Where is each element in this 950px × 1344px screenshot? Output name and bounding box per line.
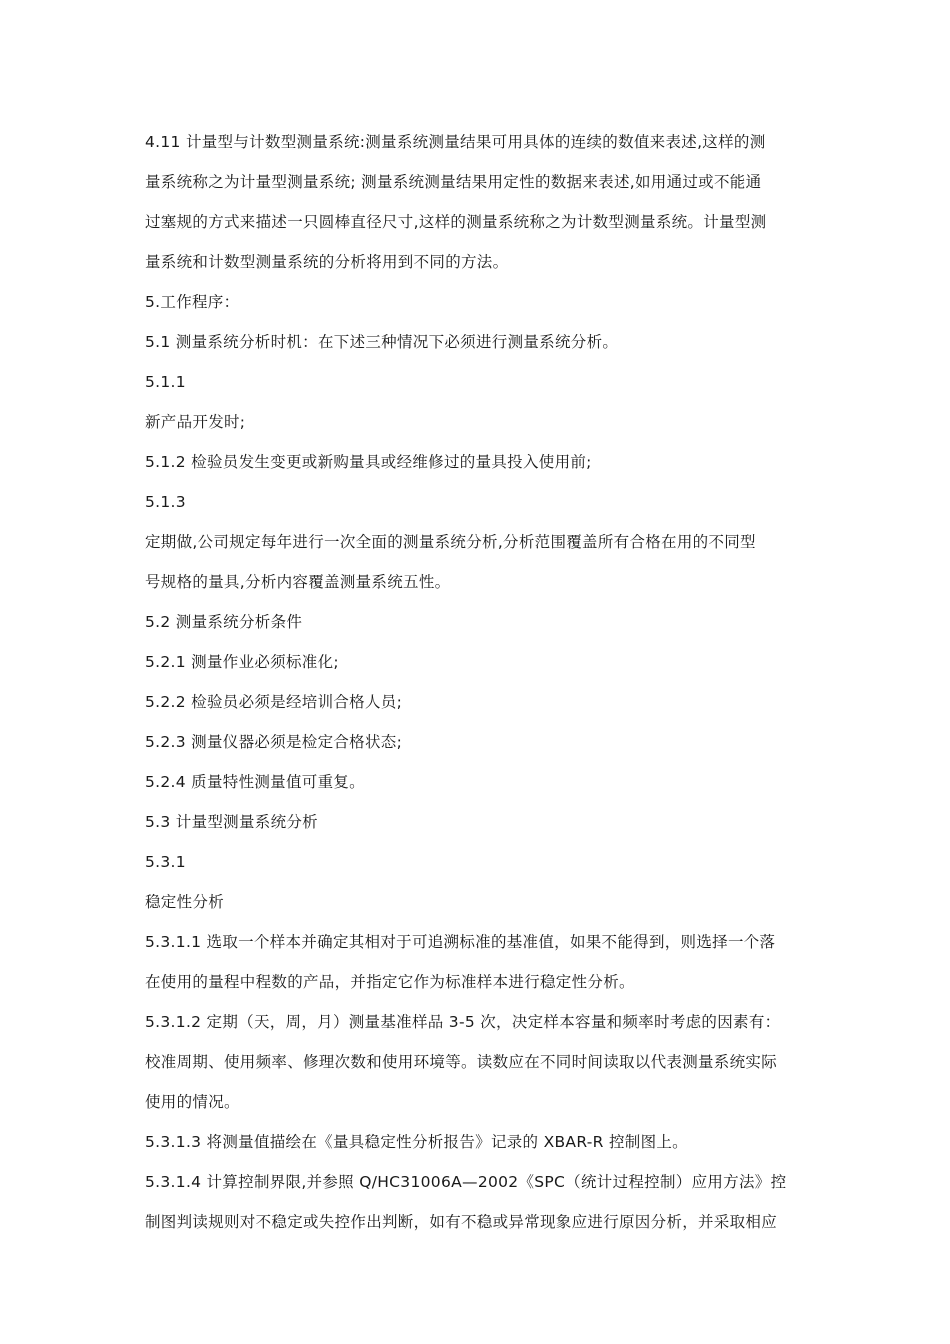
text-line: 定期做,公司规定每年进行一次全面的测量系统分析,分析范围覆盖所有合格在用的不同型	[145, 533, 756, 551]
text-line: 制图判读规则对不稳定或失控作出判断，如有不稳或异常现象应进行原因分析，并采取相应	[145, 1213, 778, 1231]
text-line: 5.1.2 检验员发生变更或新购量具或经维修过的量具投入使用前;	[145, 453, 592, 471]
section-heading: 5.2 测量系统分析条件	[145, 613, 303, 631]
clause-number: 5.1.1	[145, 373, 186, 391]
text-line: 新产品开发时;	[145, 413, 246, 431]
text-line: 5.2.2 检验员必须是经培训合格人员;	[145, 693, 403, 711]
text-line: 5.3.1.1 选取一个样本并确定其相对于可追溯标准的基准值，如果不能得到，则选择一个落	[145, 933, 776, 951]
text-line: 5.3.1.3 将测量值描绘在《量具稳定性分析报告》记录的 XBAR-R 控制图上。	[145, 1133, 688, 1151]
section-heading: 5.工作程序：	[145, 293, 240, 311]
text-line: 使用的情况。	[145, 1093, 240, 1111]
text-line: 在使用的量程中程数的产品，并指定它作为标准样本进行稳定性分析。	[145, 973, 635, 991]
text-line: 过塞规的方式来描述一只圆棒直径尺寸,这样的测量系统称之为计数型测量系统。计量型测	[145, 213, 767, 231]
text-line: 5.1 测量系统分析时机：在下述三种情况下必须进行测量系统分析。	[145, 333, 619, 351]
text-line: 5.2.4 质量特性测量值可重复。	[145, 773, 365, 791]
clause-number: 5.1.3	[145, 493, 186, 511]
text-line: 量系统和计数型测量系统的分析将用到不同的方法。	[145, 253, 509, 271]
text-line: 5.2.3 测量仪器必须是检定合格状态;	[145, 733, 403, 751]
text-line: 稳定性分析	[145, 893, 225, 911]
clause-number: 5.3.1	[145, 853, 186, 871]
text-line: 量系统称之为计量型测量系统; 测量系统测量结果用定性的数据来表述,如用通过或不能通	[145, 173, 762, 191]
text-line: 号规格的量具,分析内容覆盖测量系统五性。	[145, 573, 451, 591]
section-heading: 5.3 计量型测量系统分析	[145, 813, 318, 831]
text-line: 4.11 计量型与计数型测量系统:测量系统测量结果可用具体的连续的数值来表述,这样的测	[145, 133, 766, 151]
text-line: 5.3.1.4 计算控制界限,并参照 Q/HC31006A—2002《SPC（统计过程控制）应用方法》控	[145, 1173, 787, 1191]
document-body	[145, 122, 810, 1242]
text-line: 校准周期、使用频率、修理次数和使用环境等。读数应在不同时间读取以代表测量系统实际	[145, 1053, 778, 1071]
text-line: 5.2.1 测量作业必须标准化;	[145, 653, 339, 671]
text-line: 5.3.1.2 定期（天，周，月）测量基准样品 3-5 次，决定样本容量和频率时考虑的因素有：	[145, 1013, 781, 1031]
